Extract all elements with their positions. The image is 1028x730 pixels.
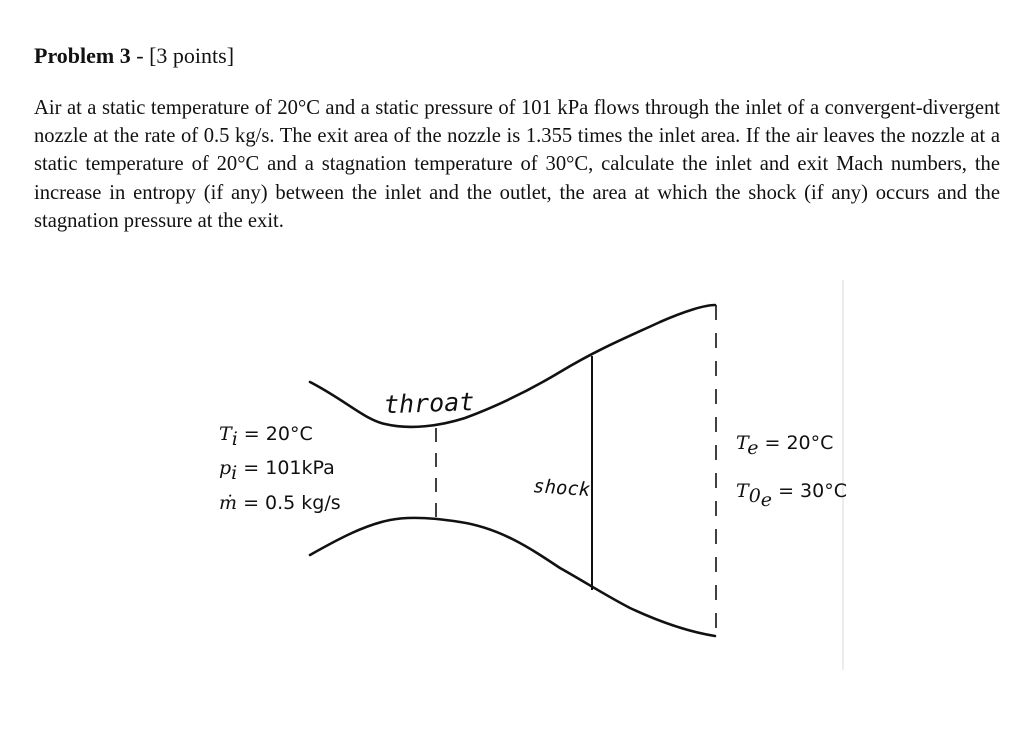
inlet-mass-flow: ṁ = 0.5 kg/s [219,492,341,514]
inlet-temperature: Ti = 20°C [219,423,313,450]
nozzle-upper-wall [310,305,715,427]
exit-temperature: Te = 20°C [736,432,834,459]
shock-label: shock [532,475,592,502]
throat-label: throat [383,387,475,420]
nozzle-lower-wall [310,518,715,636]
inlet-conditions [219,423,341,514]
problem-separator: - [130,43,150,68]
exit-conditions [736,432,847,511]
problem-points: [3 points] [149,43,235,68]
problem-title: Problem 3 [34,43,131,68]
inlet-pressure: pi = 101kPa [219,457,335,484]
problem-statement: Air at a static temperature of 20°C and a static pressure of 101 kPa flows through the inlet of a convergent-divergent nozzle at the rate of 0.5 kg/s. The exit area of the nozzle is 1.355 times the inlet area. If the air leaves the nozzle at a static temperature of 20°C and a stagnation temperature of 30°C, calculate the inlet and exit Mach numbers, the increase in entropy (if any) between the inlet and the outlet, the area at which the shock (if any) occurs and the stagnation pressure at the exit. [34,97,1000,232]
exit-stagnation-temperature: T0e = 30°C [736,480,847,511]
